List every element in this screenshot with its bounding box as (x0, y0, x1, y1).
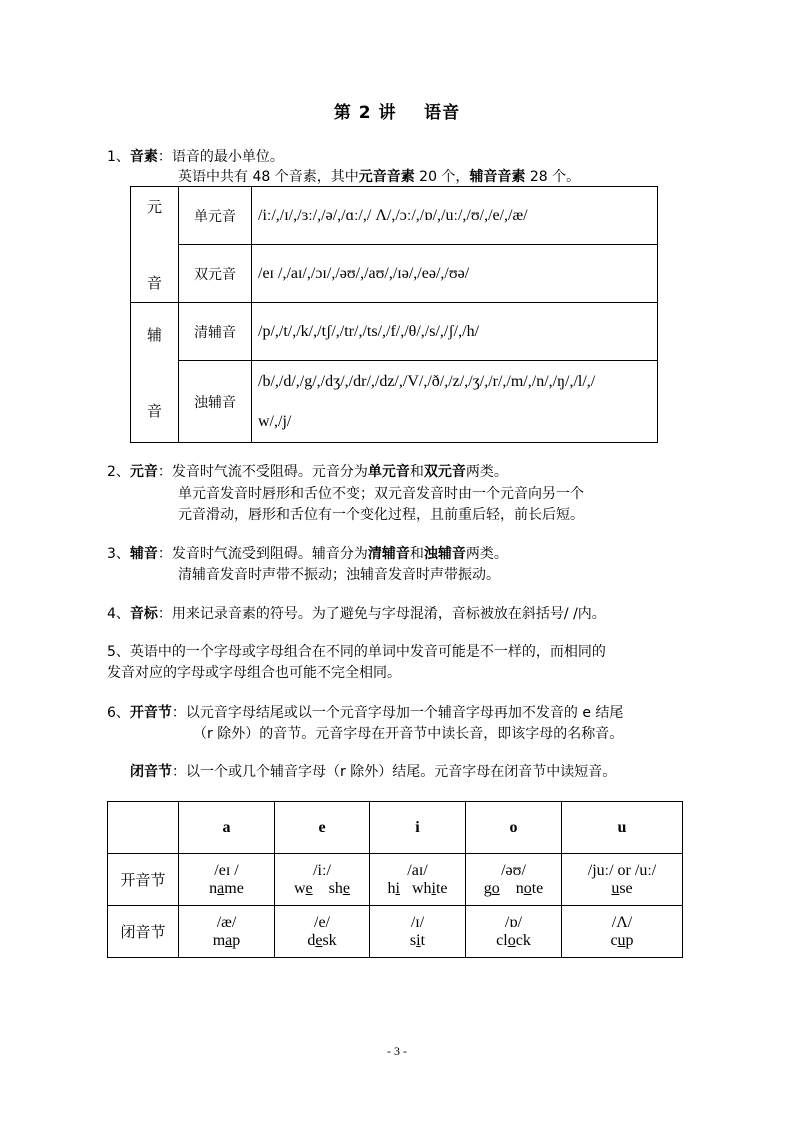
example-word (466, 932, 561, 950)
underlined-letter: a (217, 879, 225, 897)
word-part: sk (322, 931, 337, 949)
page-title: 第 2 讲 语音 (333, 103, 461, 123)
section-1-line-1 (107, 147, 284, 167)
term-open-syllable: 开音节 (129, 705, 172, 721)
example-word (179, 932, 274, 950)
syllable-table (107, 801, 683, 958)
vowel-category-label: 元 音 (146, 197, 162, 292)
closed-cell-u (562, 906, 683, 958)
word-part: w (293, 879, 306, 897)
closed-cell-e (275, 906, 370, 958)
example-word (370, 932, 465, 950)
word-part: t (420, 931, 426, 949)
section-3-line-2: 清辅音发音时声带不振动；浊辅音发音时声带振动。 (178, 567, 500, 583)
section-number: 3、 (107, 546, 130, 562)
voiceless-consonant-ipa: /p/,/t/,/k/,/tʃ/,/tr/,/ts/,/f/,/θ/,/s/,/ʃ/,/h/ (252, 303, 658, 361)
section-3-line-1 (107, 544, 508, 564)
word-part: sh (328, 879, 343, 897)
term-double-vowel: 双元音 (423, 464, 466, 480)
underlined-letter: e (342, 879, 350, 897)
section-4-line-1 (107, 604, 606, 624)
closed-syllable-label: 闭音节 (108, 906, 179, 958)
word-part: me (224, 879, 244, 897)
text: 28 个。 (525, 169, 581, 185)
underlined-letter: e (305, 879, 313, 897)
word-part: d (307, 931, 316, 949)
ipa: /aɪ/ (407, 861, 428, 879)
vowel-category (131, 187, 179, 303)
example-word (562, 932, 682, 950)
underlined-letter: o (491, 879, 500, 897)
term-closed-syllable: 闭音节 (130, 764, 172, 780)
word-part: h (387, 879, 396, 897)
word-part: n (515, 879, 524, 897)
text: ：以一个或几个辅音字母（r 除外）结尾。元音字母在闭音节中读短音。 (172, 764, 617, 780)
term-vowel-phoneme: 元音音素 (358, 169, 415, 185)
word-part: te (531, 879, 544, 897)
section-number: 2、 (107, 464, 130, 480)
word-part: s (409, 931, 417, 949)
text: 两类。 (465, 546, 508, 562)
word-part: n (209, 879, 218, 897)
definition: ：语音的最小单位。 (157, 149, 284, 165)
header-i: i (370, 802, 466, 854)
closed-cell-o (466, 906, 562, 958)
ipa: /ɪ/ (410, 913, 425, 931)
example-words (370, 880, 465, 898)
closed-syllable-row (108, 906, 683, 958)
section-2-line-2: 单元音发音时唇形和舌位不变；双元音发音时由一个元音向另一个 (178, 486, 584, 502)
text: ：用来记录音素的符号。为了避免与字母混淆，音标被放在斜括号/ /内。 (157, 606, 606, 622)
section-5-line-2: 发音对应的字母或字母组合也可能不完全相同。 (107, 665, 401, 681)
corner-cell (108, 802, 179, 854)
open-cell-i (370, 854, 466, 906)
header-e: e (275, 802, 370, 854)
section-6-line-2: （r 除外）的音节。元音字母在开音节中读长音，即该字母的名称音。 (193, 726, 624, 742)
term-consonant-phoneme: 辅音音素 (469, 169, 526, 185)
term-consonant: 辅音 (129, 546, 158, 562)
header-o: o (466, 802, 562, 854)
header-u: u (562, 802, 683, 854)
text: 和 (409, 546, 424, 562)
consonant-category-label: 辅 音 (146, 325, 162, 420)
word-part: wh (411, 879, 432, 897)
closed-cell-i (370, 906, 466, 958)
term-vowel: 元音 (129, 464, 158, 480)
text: 英语中共有 48 个音素，其中 (178, 169, 359, 185)
example-words (275, 880, 369, 898)
example-word (275, 932, 369, 950)
header-a: a (179, 802, 275, 854)
text: 和 (409, 464, 424, 480)
single-vowel-label: 单元音 (179, 187, 252, 245)
word-part: cl (496, 931, 508, 949)
word-part: se (619, 879, 633, 897)
underlined-letter: u (611, 879, 620, 897)
underlined-letter: i (416, 931, 421, 949)
phoneme-table (130, 186, 658, 443)
consonant-category (131, 303, 179, 443)
double-vowel-ipa: /eɪ /,/aɪ/,/ɔɪ/,/əʊ/,/aʊ/,/ɪə/,/eə/,/ʊə/ (252, 245, 658, 303)
open-cell-e (275, 854, 370, 906)
ipa: /Λ/ (611, 913, 633, 931)
page-number: - 3 - (387, 1044, 407, 1058)
open-syllable-label: 开音节 (108, 854, 179, 906)
word-part: p (232, 931, 241, 949)
term-voiced: 浊辅音 (423, 546, 466, 562)
section-2-line-1 (107, 462, 508, 482)
underlined-letter: o (523, 879, 532, 897)
example-words (562, 880, 682, 898)
underlined-letter: u (617, 931, 626, 949)
section-2-line-3: 元音滑动，唇形和舌位有一个变化过程，且前重后轻，前长后短。 (178, 507, 584, 523)
ipa: /juː/ or /uː/ (587, 861, 657, 879)
ipa: /e/ (314, 913, 330, 931)
term-single-vowel: 单元音 (367, 464, 410, 480)
ipa: /əʊ/ (501, 861, 526, 879)
open-cell-o (466, 854, 562, 906)
voiceless-consonant-label: 清辅音 (179, 303, 252, 361)
double-vowel-label: 双元音 (179, 245, 252, 303)
word-part: m (212, 931, 226, 949)
text: 20 个， (414, 169, 470, 185)
section-number: 4、 (107, 606, 130, 622)
voiced-consonant-label: 浊辅音 (179, 361, 252, 443)
text: 两类。 (465, 464, 508, 480)
ipa: /ɒ/ (504, 913, 523, 931)
closed-cell-a (179, 906, 275, 958)
term-phonetic-symbol: 音标 (129, 606, 158, 622)
open-syllable-row (108, 854, 683, 906)
text: ：以元音字母结尾或以一个元音字母加一个辅音字母再加不发音的 e 结尾 (171, 705, 624, 721)
section-6-line-1 (107, 703, 623, 723)
example-words (466, 880, 561, 898)
text: ：发音时气流受到阻碍。辅音分为 (157, 546, 368, 562)
ipa: /æ/ (216, 913, 237, 931)
section-number: 1、 (107, 149, 130, 165)
section-6-line-3 (130, 762, 616, 782)
word-part: ck (515, 931, 531, 949)
section-5-line-1: 5、英语中的一个字母或字母组合在不同的单词中发音可能是不一样的，而相同的 (107, 644, 606, 660)
underlined-letter: e (315, 931, 323, 949)
open-cell-u (562, 854, 683, 906)
open-cell-a (179, 854, 275, 906)
underlined-letter: a (225, 931, 233, 949)
underlined-letter: i (395, 879, 400, 897)
underlined-letter: i (431, 879, 436, 897)
section-number: 6、 (107, 705, 130, 721)
term-phoneme: 音素 (129, 149, 158, 165)
word-part: g (483, 879, 492, 897)
example-words (179, 880, 274, 898)
ipa: /eɪ / (214, 861, 239, 879)
word-part: p (625, 931, 634, 949)
underlined-letter: o (507, 931, 516, 949)
section-1-line-2 (178, 167, 580, 187)
term-voiceless: 清辅音 (367, 546, 410, 562)
ipa: /iː/ (313, 861, 331, 879)
text: ：发音时气流不受阻碍。元音分为 (157, 464, 368, 480)
word-part: te (435, 879, 448, 897)
voiced-consonant-ipa: /b/,/d/,/g/,/dʒ/,/dr/,/dz/,/V/,/ð/,/z/,/ʒ/,/r/,/m/,/n/,/ŋ/,/l/,/ w/,/j/ (252, 361, 658, 443)
single-vowel-ipa: /iː/,/ɪ/,/ɜː/,/ə/,/ɑː/,/ Λ/,/ɔː/,/ɒ/,/uː/,/ʊ/,/e/,/æ/ (252, 187, 658, 245)
word-part: c (610, 931, 618, 949)
